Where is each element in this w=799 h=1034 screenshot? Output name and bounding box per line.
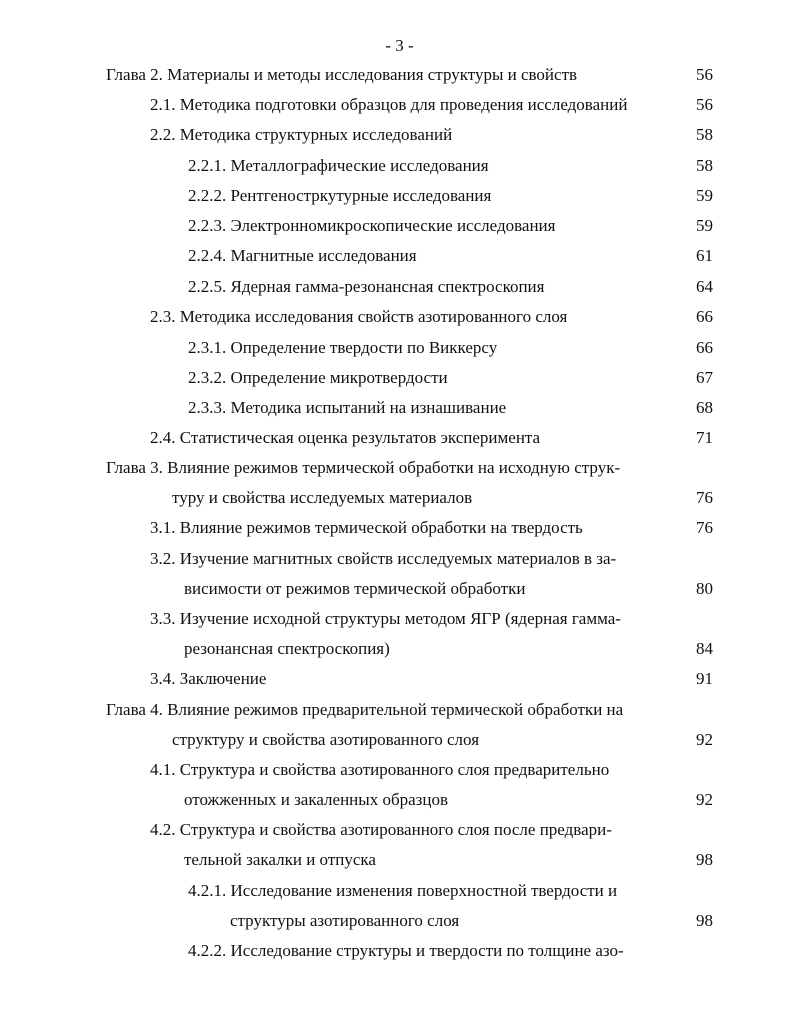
toc-page-number: 61 (696, 246, 713, 265)
toc-page-number: 98 (696, 850, 713, 869)
toc-page-number: 59 (696, 216, 713, 235)
toc-page-number: 80 (696, 579, 713, 598)
toc-page-number: 68 (696, 398, 713, 417)
toc-line: 3.2. Изучение магнитных свойств исследуемых материалов в за- (150, 549, 617, 568)
toc-line: 4.1. Структура и свойства азотированного слоя предварительно (150, 760, 610, 779)
toc-line: туру и свойства исследуемых материалов (172, 488, 473, 507)
toc-line: 2.2.2. Рентгеностркутурные исследования (188, 186, 492, 205)
toc-line: 2.3. Методика исследования свойств азотированного слоя (150, 307, 568, 326)
toc-page-number: 59 (696, 186, 713, 205)
toc-page-number: 66 (696, 338, 713, 357)
toc-line: 2.4. Статистическая оценка результатов эксперимента (150, 428, 541, 447)
toc-page-number: 67 (696, 368, 713, 387)
toc-page-number: 58 (696, 156, 713, 175)
toc-line: 2.1. Методика подготовки образцов для проведения исследований (150, 95, 628, 114)
toc-page-number: 58 (696, 125, 713, 144)
toc-line: 2.3.3. Методика испытаний на изнашивание (188, 398, 507, 417)
toc-line: Глава 4. Влияние режимов предварительной термической обработки на (106, 700, 624, 719)
toc-page-number: 91 (696, 669, 713, 688)
toc-line: 4.2.1. Исследование изменения поверхностной твердости и (188, 881, 618, 900)
toc-page-number: 66 (696, 307, 713, 326)
toc-line: 3.1. Влияние режимов термической обработки на твердость (150, 518, 583, 537)
toc-page-number: 98 (696, 911, 713, 930)
toc-line: резонансная спектроскопия) (184, 639, 390, 658)
toc-page-number: 92 (696, 730, 713, 749)
toc-page-number: 71 (696, 428, 713, 447)
toc-line: 2.2.3. Электронномикроскопические исследования (188, 216, 556, 235)
toc-page-number: 56 (696, 65, 713, 84)
toc-line: тельной закалки и отпуска (184, 850, 376, 869)
toc-line: висимости от режимов термической обработки (184, 579, 526, 598)
toc-line: 2.2.4. Магнитные исследования (188, 246, 417, 265)
toc-line: 4.2.2. Исследование структуры и твердости по толщине азо- (188, 941, 624, 960)
toc-page-number: 56 (696, 95, 713, 114)
toc-line: 2.3.1. Определение твердости по Виккерсу (188, 338, 498, 357)
toc-line: структуру и свойства азотированного слоя (172, 730, 480, 749)
toc-page-number: 84 (696, 639, 713, 658)
toc-line: 3.4. Заключение (150, 669, 267, 688)
toc-line: 2.2. Методика структурных исследований (150, 125, 453, 144)
toc-line: структуры азотированного слоя (230, 911, 460, 930)
toc-line: 2.2.1. Металлографические исследования (188, 156, 489, 175)
toc-line: отожженных и закаленных образцов (184, 790, 448, 809)
toc-line: 2.3.2. Определение микротвердости (188, 368, 448, 387)
toc-line: 4.2. Структура и свойства азотированного слоя после предвари- (150, 820, 612, 839)
toc-page-number: 92 (696, 790, 713, 809)
toc-line: Глава 2. Материалы и методы исследования структуры и свойств (106, 65, 578, 84)
toc-line: 3.3. Изучение исходной структуры методом ЯГР (ядерная гамма- (150, 609, 621, 628)
toc-page-number: 76 (696, 488, 713, 507)
toc-page-number: 64 (696, 277, 713, 296)
toc-line: Глава 3. Влияние режимов термической обработки на исходную струк- (106, 458, 621, 477)
toc-line: 2.2.5. Ядерная гамма-резонансная спектроскопия (188, 277, 545, 296)
page-number: - 3 - (385, 36, 414, 55)
toc-page-number: 76 (696, 518, 713, 537)
